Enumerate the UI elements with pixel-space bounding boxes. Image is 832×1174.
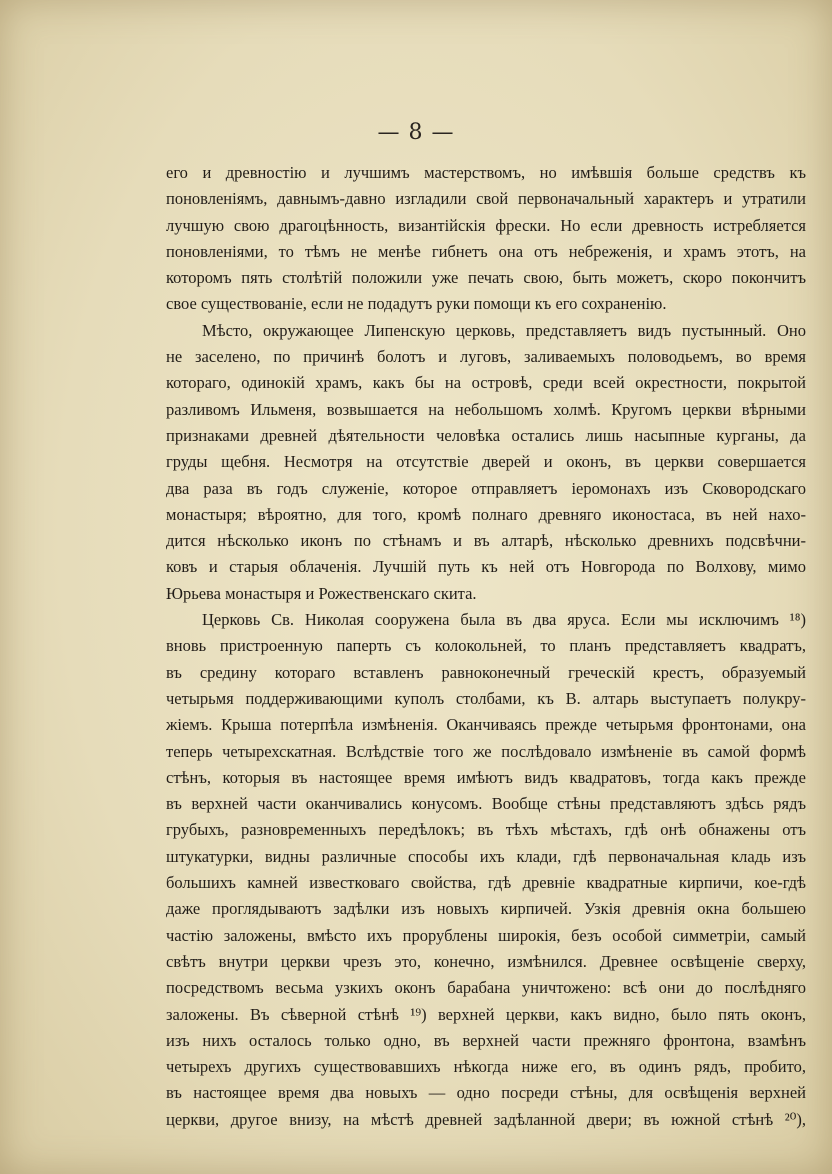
text-line: четырьмя поддерживающими куполъ столбами, къ В. алтарь выступаетъ полукру- bbox=[166, 688, 806, 708]
text-line: свое существованіе, если не подадутъ руки помощи къ его сохраненію. bbox=[166, 294, 667, 314]
text-line: не заселено, по причинѣ болотъ и луговъ, заливаемыхъ половодьемъ, во время bbox=[166, 347, 806, 367]
text-line: свѣтъ внутри церкви чрезъ это, конечно, измѣнился. Древнее освѣщеніе сверху, bbox=[166, 951, 806, 971]
text-line: въ средину котораго вставленъ равноконечный греческій крестъ, образуемый bbox=[166, 662, 806, 682]
paragraph-2 bbox=[166, 318, 806, 607]
text-line: частію заложены, вмѣсто ихъ прорублены широкія, безъ особой симметріи, самый bbox=[166, 925, 806, 945]
text-line: которомъ пять столѣтій положили уже печать свою, быть можетъ, скоро покончитъ bbox=[166, 268, 806, 288]
text-line: теперь четырехскатная. Вслѣдствіе того же послѣдовало измѣненіе въ самой формѣ bbox=[166, 741, 806, 761]
text-line: большихъ камней известковаго свойства, гдѣ древніе квадратные кирпичи, кое-гдѣ bbox=[166, 873, 806, 893]
page-number: — 8 — bbox=[377, 120, 455, 145]
text-line: Церковь Св. Николая сооружена была въ два яруса. Если мы исключимъ ¹⁸) bbox=[202, 610, 806, 630]
text-line: штукатурки, видны различные способы ихъ клади, гдѣ первоначальная кладь изъ bbox=[166, 846, 806, 866]
text-line: разливомъ Ильменя, возвышается на небольшомъ холмѣ. Кругомъ церкви вѣрными bbox=[166, 399, 806, 419]
text-line: дится нѣсколько иконъ по стѣнамъ и въ алтарѣ, нѣсколько древнихъ подсвѣчни- bbox=[166, 531, 806, 551]
text-line: жіемъ. Крыша потерпѣла измѣненія. Оканчиваясь прежде четырьмя фронтонами, она bbox=[166, 715, 806, 735]
text-line: въ верхней части оканчивались конусомъ. Вообще стѣны представляютъ здѣсь рядъ bbox=[166, 794, 806, 814]
text-line: груды щебня. Несмотря на отсутствіе дверей и оконъ, въ церкви совершается bbox=[166, 452, 806, 472]
text-line: даже проглядываютъ задѣлки изъ новыхъ кирпичей. Узкія древнія окна большею bbox=[166, 899, 806, 919]
text-line: четырехъ другихъ существовавшихъ нѣкогда ниже его, въ одинъ рядъ, пробито, bbox=[166, 1057, 806, 1077]
text-line: поновленіями, то тѣмъ не менѣе гибнетъ она отъ небреженія, и храмъ этотъ, на bbox=[166, 241, 806, 261]
paragraph-1 bbox=[166, 160, 806, 318]
text-line: вновь пристроенную паперть съ колокольней, то планъ представляетъ квадратъ, bbox=[166, 636, 806, 656]
text-line: заложены. Въ сѣверной стѣнѣ ¹⁹) верхней церкви, какъ видно, было пять оконъ, bbox=[166, 1004, 806, 1024]
paragraph-3 bbox=[166, 607, 806, 1133]
text-line: изъ нихъ осталось только одно, въ верхней части прежняго фронтона, взамѣнъ bbox=[166, 1030, 806, 1050]
text-line: котораго, одинокій храмъ, какъ бы на островѣ, среди всей окрестности, покрытой bbox=[166, 373, 806, 393]
body-text bbox=[166, 160, 806, 1133]
text-line: признаками древней дѣятельности человѣка остались лишь насыпные курганы, да bbox=[166, 425, 806, 445]
text-line: стѣнъ, которыя въ настоящее время имѣютъ видъ квадратовъ, тогда какъ прежде bbox=[166, 767, 806, 787]
text-line: грубыхъ, разновременныхъ передѣлокъ; въ тѣхъ мѣстахъ, гдѣ онѣ обнажены отъ bbox=[166, 820, 806, 840]
text-line: два раза въ годъ служеніе, которое отправляетъ іеромонахъ изъ Сковородскаго bbox=[166, 478, 806, 498]
text-line: Юрьева монастыря и Рожественскаго скита. bbox=[166, 583, 477, 603]
text-line: поновленіямъ, давнымъ-давно изгладили свой первоначальный характеръ и утратили bbox=[166, 189, 806, 209]
text-line: монастыря; вѣроятно, для того, кромѣ полнаго древняго иконостаса, въ ней нахо- bbox=[166, 504, 806, 524]
text-line: ковъ и старыя облаченія. Лучшій путь къ ней отъ Новгорода по Волхову, мимо bbox=[166, 557, 806, 577]
text-line: его и древностію и лучшимъ мастерствомъ, но имѣвшія больше средствъ къ bbox=[166, 163, 806, 182]
text-line: церкви, другое внизу, на мѣстѣ древней задѣланной двери; въ южной стѣнѣ ²⁰), bbox=[166, 1109, 806, 1129]
text-line: Мѣсто, окружающее Липенскую церковь, представляетъ видъ пустынный. Оно bbox=[202, 320, 806, 340]
text-line: лучшую свою драгоцѣнность, византійскія фрески. Но если древность истребляется bbox=[166, 215, 806, 235]
text-line: посредствомъ весьма узкихъ оконъ барабана уничтожено: всѣ они до послѣдняго bbox=[166, 978, 806, 998]
text-line: въ настоящее время два новыхъ — одно посреди стѣны, для освѣщенія верхней bbox=[166, 1083, 806, 1103]
